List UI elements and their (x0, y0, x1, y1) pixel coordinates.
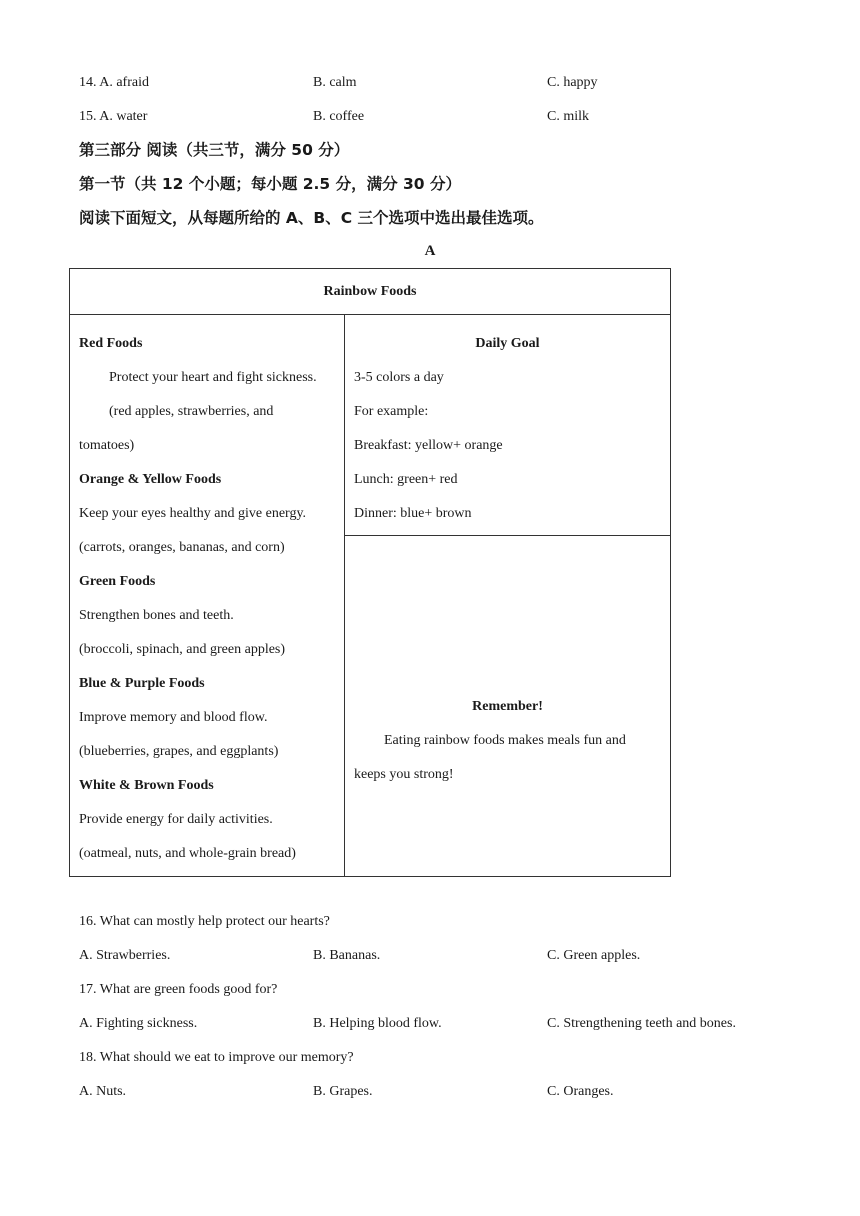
instruction: 阅读下面短文，从每题所给的 A、B、C 三个选项中选出最佳选项。 (79, 209, 544, 227)
question-17-stem: 17. What are green foods good for? (79, 982, 278, 997)
q14-number: 14. (79, 75, 97, 90)
daily-goal-line: Breakfast: yellow+ orange (354, 438, 503, 453)
passage-label: A (424, 243, 436, 259)
food-group-line: (blueberries, grapes, and eggplants) (79, 744, 279, 759)
q18-option-b: B. Grapes. (313, 1084, 373, 1099)
remember-heading: Remember! (472, 699, 543, 714)
q14-option-c: C. happy (547, 75, 598, 90)
q14-a-text: A. afraid (99, 75, 149, 90)
q15-option-b: B. coffee (313, 109, 365, 124)
food-group-line: tomatoes) (79, 438, 135, 453)
remember-cell (345, 536, 671, 877)
food-group-heading: Green Foods (79, 574, 156, 589)
daily-goal-line: Lunch: green+ red (354, 472, 458, 487)
table-title: Rainbow Foods (70, 269, 671, 315)
food-group-line: Improve memory and blood flow. (79, 710, 268, 725)
q17-option-a: A. Fighting sickness. (79, 1016, 198, 1031)
remember-text: Eating rainbow foods makes meals fun and keeps you strong! (354, 733, 626, 782)
food-group-line: Keep your eyes healthy and give energy. (79, 506, 307, 521)
food-group-heading: Orange & Yellow Foods (79, 472, 222, 487)
sub-title: 第一节（共 12 个小题；每小题 2.5 分，满分 30 分） (79, 175, 461, 193)
q17-option-c: C. Strengthening teeth and bones. (547, 1016, 736, 1031)
food-group-line: (oatmeal, nuts, and whole-grain bread) (79, 846, 296, 861)
q15-option-a (79, 107, 147, 127)
food-group-line: Protect your heart and fight sickness. (109, 370, 317, 385)
food-group-heading: Red Foods (79, 336, 143, 351)
q15-a-text: A. water (99, 109, 148, 124)
q15-number: 15. (79, 109, 97, 124)
q16-option-c: C. Green apples. (547, 948, 641, 963)
food-group-line: (red apples, strawberries, and (109, 404, 274, 419)
q14-option-b: B. calm (313, 75, 357, 90)
food-group-line: Provide energy for daily activities. (79, 812, 273, 827)
question-16-stem: 16. What can mostly help protect our hearts? (79, 914, 330, 929)
q16-option-a: A. Strawberries. (79, 948, 171, 963)
q15-option-c: C. milk (547, 109, 590, 124)
q17-option-b: B. Helping blood flow. (313, 1016, 442, 1031)
question-18-stem: 18. What should we eat to improve our memory? (79, 1050, 354, 1065)
food-group-heading: Blue & Purple Foods (79, 676, 205, 691)
q16-option-b: B. Bananas. (313, 948, 381, 963)
food-group-line: (broccoli, spinach, and green apples) (79, 642, 286, 657)
q18-option-a: A. Nuts. (79, 1084, 127, 1099)
food-group-line: Strengthen bones and teeth. (79, 608, 234, 623)
food-groups-list (70, 315, 344, 875)
daily-goal-cell (345, 315, 671, 536)
q14-option-a (79, 73, 149, 93)
daily-goal-line: For example: (354, 404, 429, 419)
rainbow-foods-table (69, 268, 671, 877)
q18-option-c: C. Oranges. (547, 1084, 614, 1099)
food-group-line: (carrots, oranges, bananas, and corn) (79, 540, 285, 555)
daily-goal-line: 3-5 colors a day (354, 370, 444, 385)
food-group-heading: White & Brown Foods (79, 778, 214, 793)
daily-goal-line: Dinner: blue+ brown (354, 506, 472, 521)
part-title: 第三部分 阅读（共三节，满分 50 分） (79, 141, 350, 159)
daily-goal-heading: Daily Goal (475, 336, 540, 351)
food-groups-cell (70, 315, 345, 877)
